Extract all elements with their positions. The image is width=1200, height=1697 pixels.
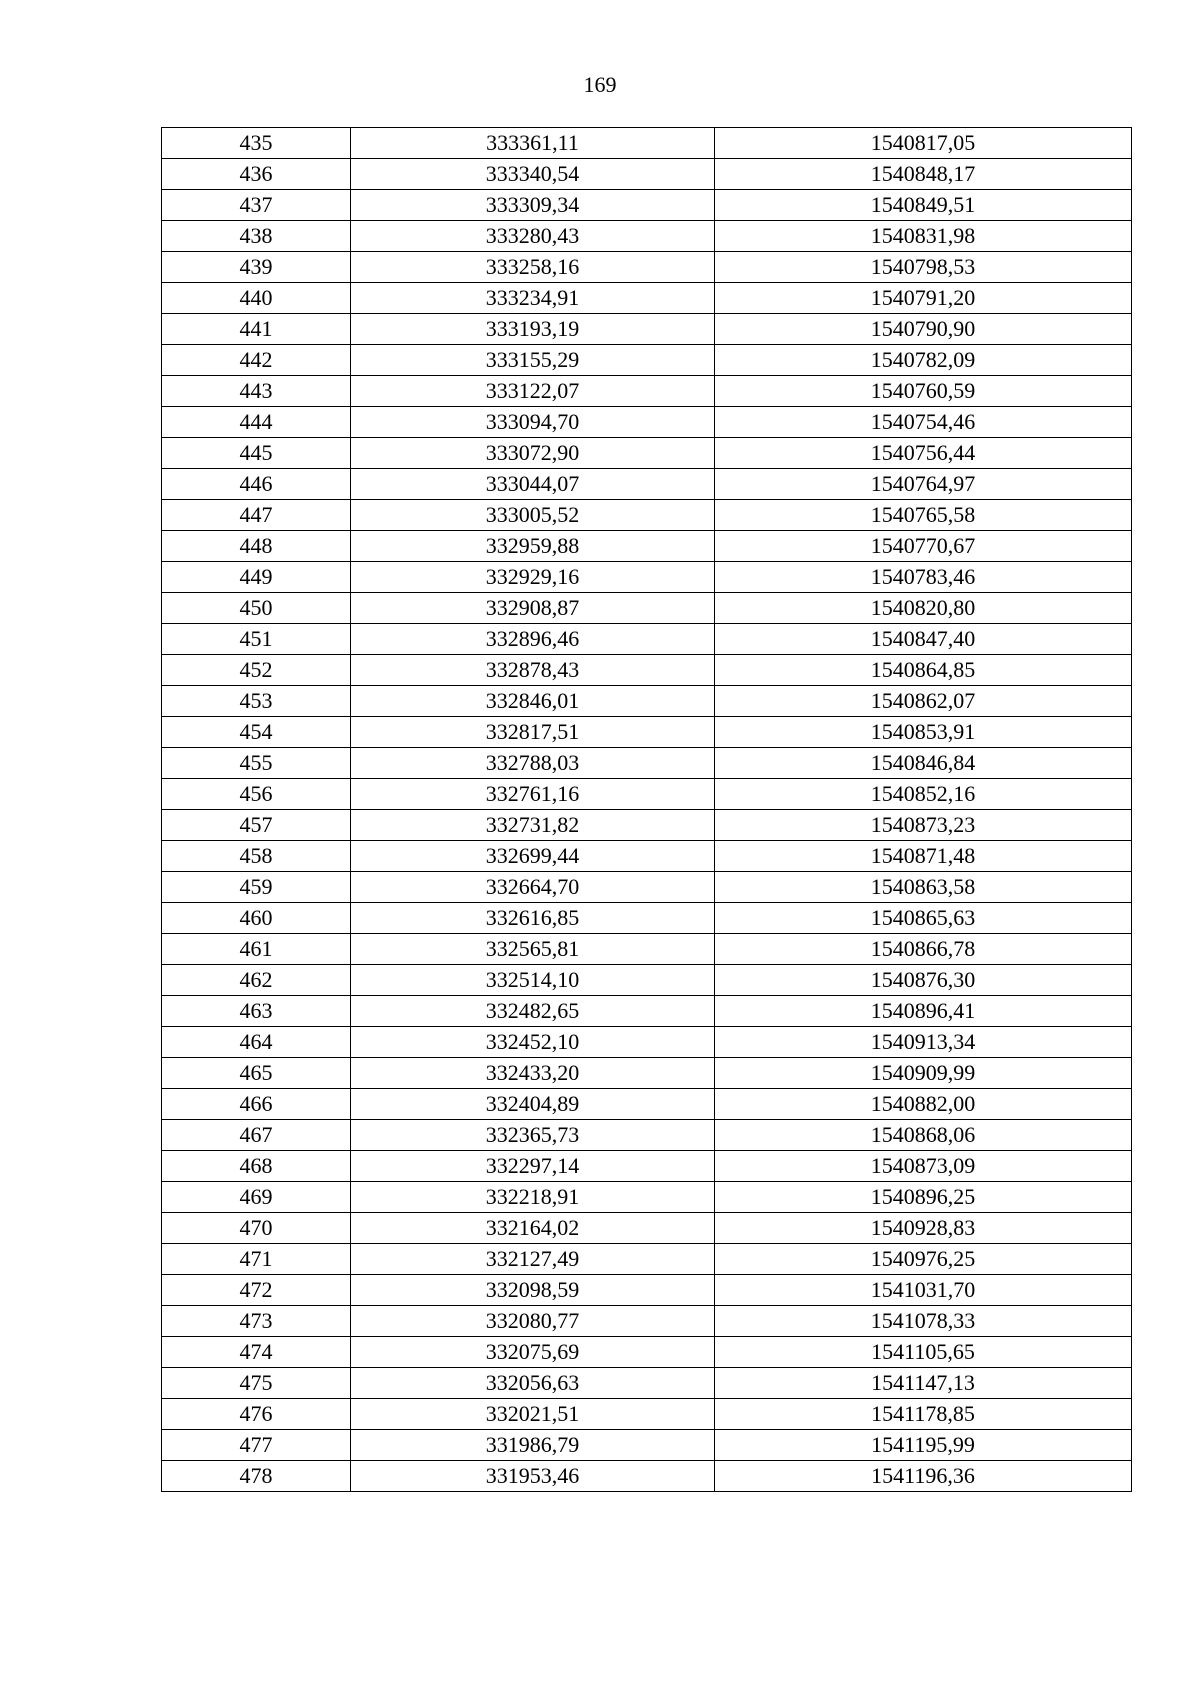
x-coordinate-cell: 332699,44 [351,841,715,872]
point-number-cell: 467 [162,1120,351,1151]
y-coordinate-cell: 1540873,09 [715,1151,1132,1182]
point-number-cell: 474 [162,1337,351,1368]
x-coordinate-cell: 332098,59 [351,1275,715,1306]
table-row [162,1430,1132,1461]
point-number-cell: 452 [162,655,351,686]
y-coordinate-cell: 1540865,63 [715,903,1132,934]
table-row [162,221,1132,252]
table-row [162,841,1132,872]
table-row [162,531,1132,562]
y-coordinate-cell: 1540846,84 [715,748,1132,779]
y-coordinate-cell: 1540849,51 [715,190,1132,221]
y-coordinate-cell: 1540754,46 [715,407,1132,438]
y-coordinate-cell: 1540756,44 [715,438,1132,469]
table-row [162,469,1132,500]
point-number-cell: 451 [162,624,351,655]
y-coordinate-cell: 1540853,91 [715,717,1132,748]
x-coordinate-cell: 332896,46 [351,624,715,655]
point-number-cell: 470 [162,1213,351,1244]
table-row [162,810,1132,841]
table-row [162,1244,1132,1275]
point-number-cell: 435 [162,128,351,159]
table-row [162,1275,1132,1306]
y-coordinate-cell: 1541031,70 [715,1275,1132,1306]
table-row [162,283,1132,314]
y-coordinate-cell: 1540864,85 [715,655,1132,686]
y-coordinate-cell: 1540852,16 [715,779,1132,810]
y-coordinate-cell: 1540765,58 [715,500,1132,531]
table-row [162,779,1132,810]
x-coordinate-cell: 332788,03 [351,748,715,779]
table-row [162,1461,1132,1492]
point-number-cell: 464 [162,1027,351,1058]
table-row [162,624,1132,655]
point-number-cell: 468 [162,1151,351,1182]
point-number-cell: 463 [162,996,351,1027]
x-coordinate-cell: 333094,70 [351,407,715,438]
point-number-cell: 454 [162,717,351,748]
x-coordinate-cell: 332365,73 [351,1120,715,1151]
x-coordinate-cell: 332616,85 [351,903,715,934]
x-coordinate-cell: 332908,87 [351,593,715,624]
table-row [162,1151,1132,1182]
y-coordinate-cell: 1540876,30 [715,965,1132,996]
y-coordinate-cell: 1541078,33 [715,1306,1132,1337]
x-coordinate-cell: 332164,02 [351,1213,715,1244]
point-number-cell: 462 [162,965,351,996]
point-number-cell: 437 [162,190,351,221]
y-coordinate-cell: 1540913,34 [715,1027,1132,1058]
coordinates-table [161,127,1132,1492]
point-number-cell: 443 [162,376,351,407]
y-coordinate-cell: 1540848,17 [715,159,1132,190]
point-number-cell: 445 [162,438,351,469]
y-coordinate-cell: 1540976,25 [715,1244,1132,1275]
table-row [162,500,1132,531]
table-row [162,748,1132,779]
point-number-cell: 453 [162,686,351,717]
y-coordinate-cell: 1540862,07 [715,686,1132,717]
x-coordinate-cell: 332664,70 [351,872,715,903]
point-number-cell: 438 [162,221,351,252]
point-number-cell: 476 [162,1399,351,1430]
y-coordinate-cell: 1540764,97 [715,469,1132,500]
table-row [162,190,1132,221]
x-coordinate-cell: 333309,34 [351,190,715,221]
x-coordinate-cell: 332959,88 [351,531,715,562]
point-number-cell: 461 [162,934,351,965]
x-coordinate-cell: 333340,54 [351,159,715,190]
x-coordinate-cell: 332482,65 [351,996,715,1027]
table-row [162,562,1132,593]
y-coordinate-cell: 1541105,65 [715,1337,1132,1368]
point-number-cell: 449 [162,562,351,593]
y-coordinate-cell: 1540782,09 [715,345,1132,376]
table-row [162,128,1132,159]
x-coordinate-cell: 332021,51 [351,1399,715,1430]
y-coordinate-cell: 1540896,41 [715,996,1132,1027]
x-coordinate-cell: 332565,81 [351,934,715,965]
x-coordinate-cell: 333361,11 [351,128,715,159]
y-coordinate-cell: 1540863,58 [715,872,1132,903]
point-number-cell: 436 [162,159,351,190]
x-coordinate-cell: 333193,19 [351,314,715,345]
table-row [162,1306,1132,1337]
y-coordinate-cell: 1540873,23 [715,810,1132,841]
table-row [162,1213,1132,1244]
x-coordinate-cell: 333005,52 [351,500,715,531]
y-coordinate-cell: 1540817,05 [715,128,1132,159]
x-coordinate-cell: 332056,63 [351,1368,715,1399]
x-coordinate-cell: 332218,91 [351,1182,715,1213]
table-row [162,1337,1132,1368]
y-coordinate-cell: 1540847,40 [715,624,1132,655]
table-row [162,376,1132,407]
y-coordinate-cell: 1540790,90 [715,314,1132,345]
x-coordinate-cell: 332297,14 [351,1151,715,1182]
table-row [162,438,1132,469]
x-coordinate-cell: 332878,43 [351,655,715,686]
x-coordinate-cell: 332075,69 [351,1337,715,1368]
point-number-cell: 450 [162,593,351,624]
x-coordinate-cell: 332080,77 [351,1306,715,1337]
x-coordinate-cell: 333122,07 [351,376,715,407]
table-row [162,1089,1132,1120]
point-number-cell: 473 [162,1306,351,1337]
x-coordinate-cell: 333258,16 [351,252,715,283]
table-row [162,1368,1132,1399]
x-coordinate-cell: 332433,20 [351,1058,715,1089]
x-coordinate-cell: 333234,91 [351,283,715,314]
y-coordinate-cell: 1540820,80 [715,593,1132,624]
x-coordinate-cell: 333280,43 [351,221,715,252]
point-number-cell: 469 [162,1182,351,1213]
table-row [162,252,1132,283]
table-row [162,159,1132,190]
x-coordinate-cell: 332127,49 [351,1244,715,1275]
y-coordinate-cell: 1540882,00 [715,1089,1132,1120]
y-coordinate-cell: 1540831,98 [715,221,1132,252]
x-coordinate-cell: 332929,16 [351,562,715,593]
point-number-cell: 446 [162,469,351,500]
x-coordinate-cell: 332514,10 [351,965,715,996]
point-number-cell: 442 [162,345,351,376]
table-row [162,345,1132,376]
table-row [162,314,1132,345]
y-coordinate-cell: 1540866,78 [715,934,1132,965]
point-number-cell: 455 [162,748,351,779]
table-row [162,593,1132,624]
x-coordinate-cell: 332817,51 [351,717,715,748]
y-coordinate-cell: 1540871,48 [715,841,1132,872]
y-coordinate-cell: 1541195,99 [715,1430,1132,1461]
page-number: 169 [583,72,617,97]
y-coordinate-cell: 1540783,46 [715,562,1132,593]
table-row [162,686,1132,717]
x-coordinate-cell: 332731,82 [351,810,715,841]
y-coordinate-cell: 1540760,59 [715,376,1132,407]
table-row [162,996,1132,1027]
x-coordinate-cell: 332452,10 [351,1027,715,1058]
point-number-cell: 447 [162,500,351,531]
x-coordinate-cell: 333155,29 [351,345,715,376]
y-coordinate-cell: 1540928,83 [715,1213,1132,1244]
x-coordinate-cell: 332846,01 [351,686,715,717]
point-number-cell: 439 [162,252,351,283]
table-row [162,965,1132,996]
y-coordinate-cell: 1540798,53 [715,252,1132,283]
y-coordinate-cell: 1540868,06 [715,1120,1132,1151]
point-number-cell: 459 [162,872,351,903]
table-row [162,934,1132,965]
y-coordinate-cell: 1540791,20 [715,283,1132,314]
point-number-cell: 478 [162,1461,351,1492]
x-coordinate-cell: 332761,16 [351,779,715,810]
point-number-cell: 456 [162,779,351,810]
table-row [162,1399,1132,1430]
y-coordinate-cell: 1541147,13 [715,1368,1132,1399]
x-coordinate-cell: 333072,90 [351,438,715,469]
table-row [162,407,1132,438]
table-row [162,717,1132,748]
x-coordinate-cell: 332404,89 [351,1089,715,1120]
y-coordinate-cell: 1541178,85 [715,1399,1132,1430]
point-number-cell: 457 [162,810,351,841]
point-number-cell: 444 [162,407,351,438]
x-coordinate-cell: 333044,07 [351,469,715,500]
table-row [162,1120,1132,1151]
point-number-cell: 441 [162,314,351,345]
table-row [162,1027,1132,1058]
point-number-cell: 477 [162,1430,351,1461]
y-coordinate-cell: 1540896,25 [715,1182,1132,1213]
point-number-cell: 471 [162,1244,351,1275]
point-number-cell: 460 [162,903,351,934]
point-number-cell: 475 [162,1368,351,1399]
point-number-cell: 466 [162,1089,351,1120]
point-number-cell: 465 [162,1058,351,1089]
table-row [162,1182,1132,1213]
table-row [162,903,1132,934]
point-number-cell: 448 [162,531,351,562]
coordinates-table-body [162,128,1132,1492]
y-coordinate-cell: 1540909,99 [715,1058,1132,1089]
point-number-cell: 458 [162,841,351,872]
point-number-cell: 472 [162,1275,351,1306]
table-row [162,1058,1132,1089]
point-number-cell: 440 [162,283,351,314]
table-row [162,872,1132,903]
y-coordinate-cell: 1540770,67 [715,531,1132,562]
x-coordinate-cell: 331953,46 [351,1461,715,1492]
x-coordinate-cell: 331986,79 [351,1430,715,1461]
table-row [162,655,1132,686]
y-coordinate-cell: 1541196,36 [715,1461,1132,1492]
